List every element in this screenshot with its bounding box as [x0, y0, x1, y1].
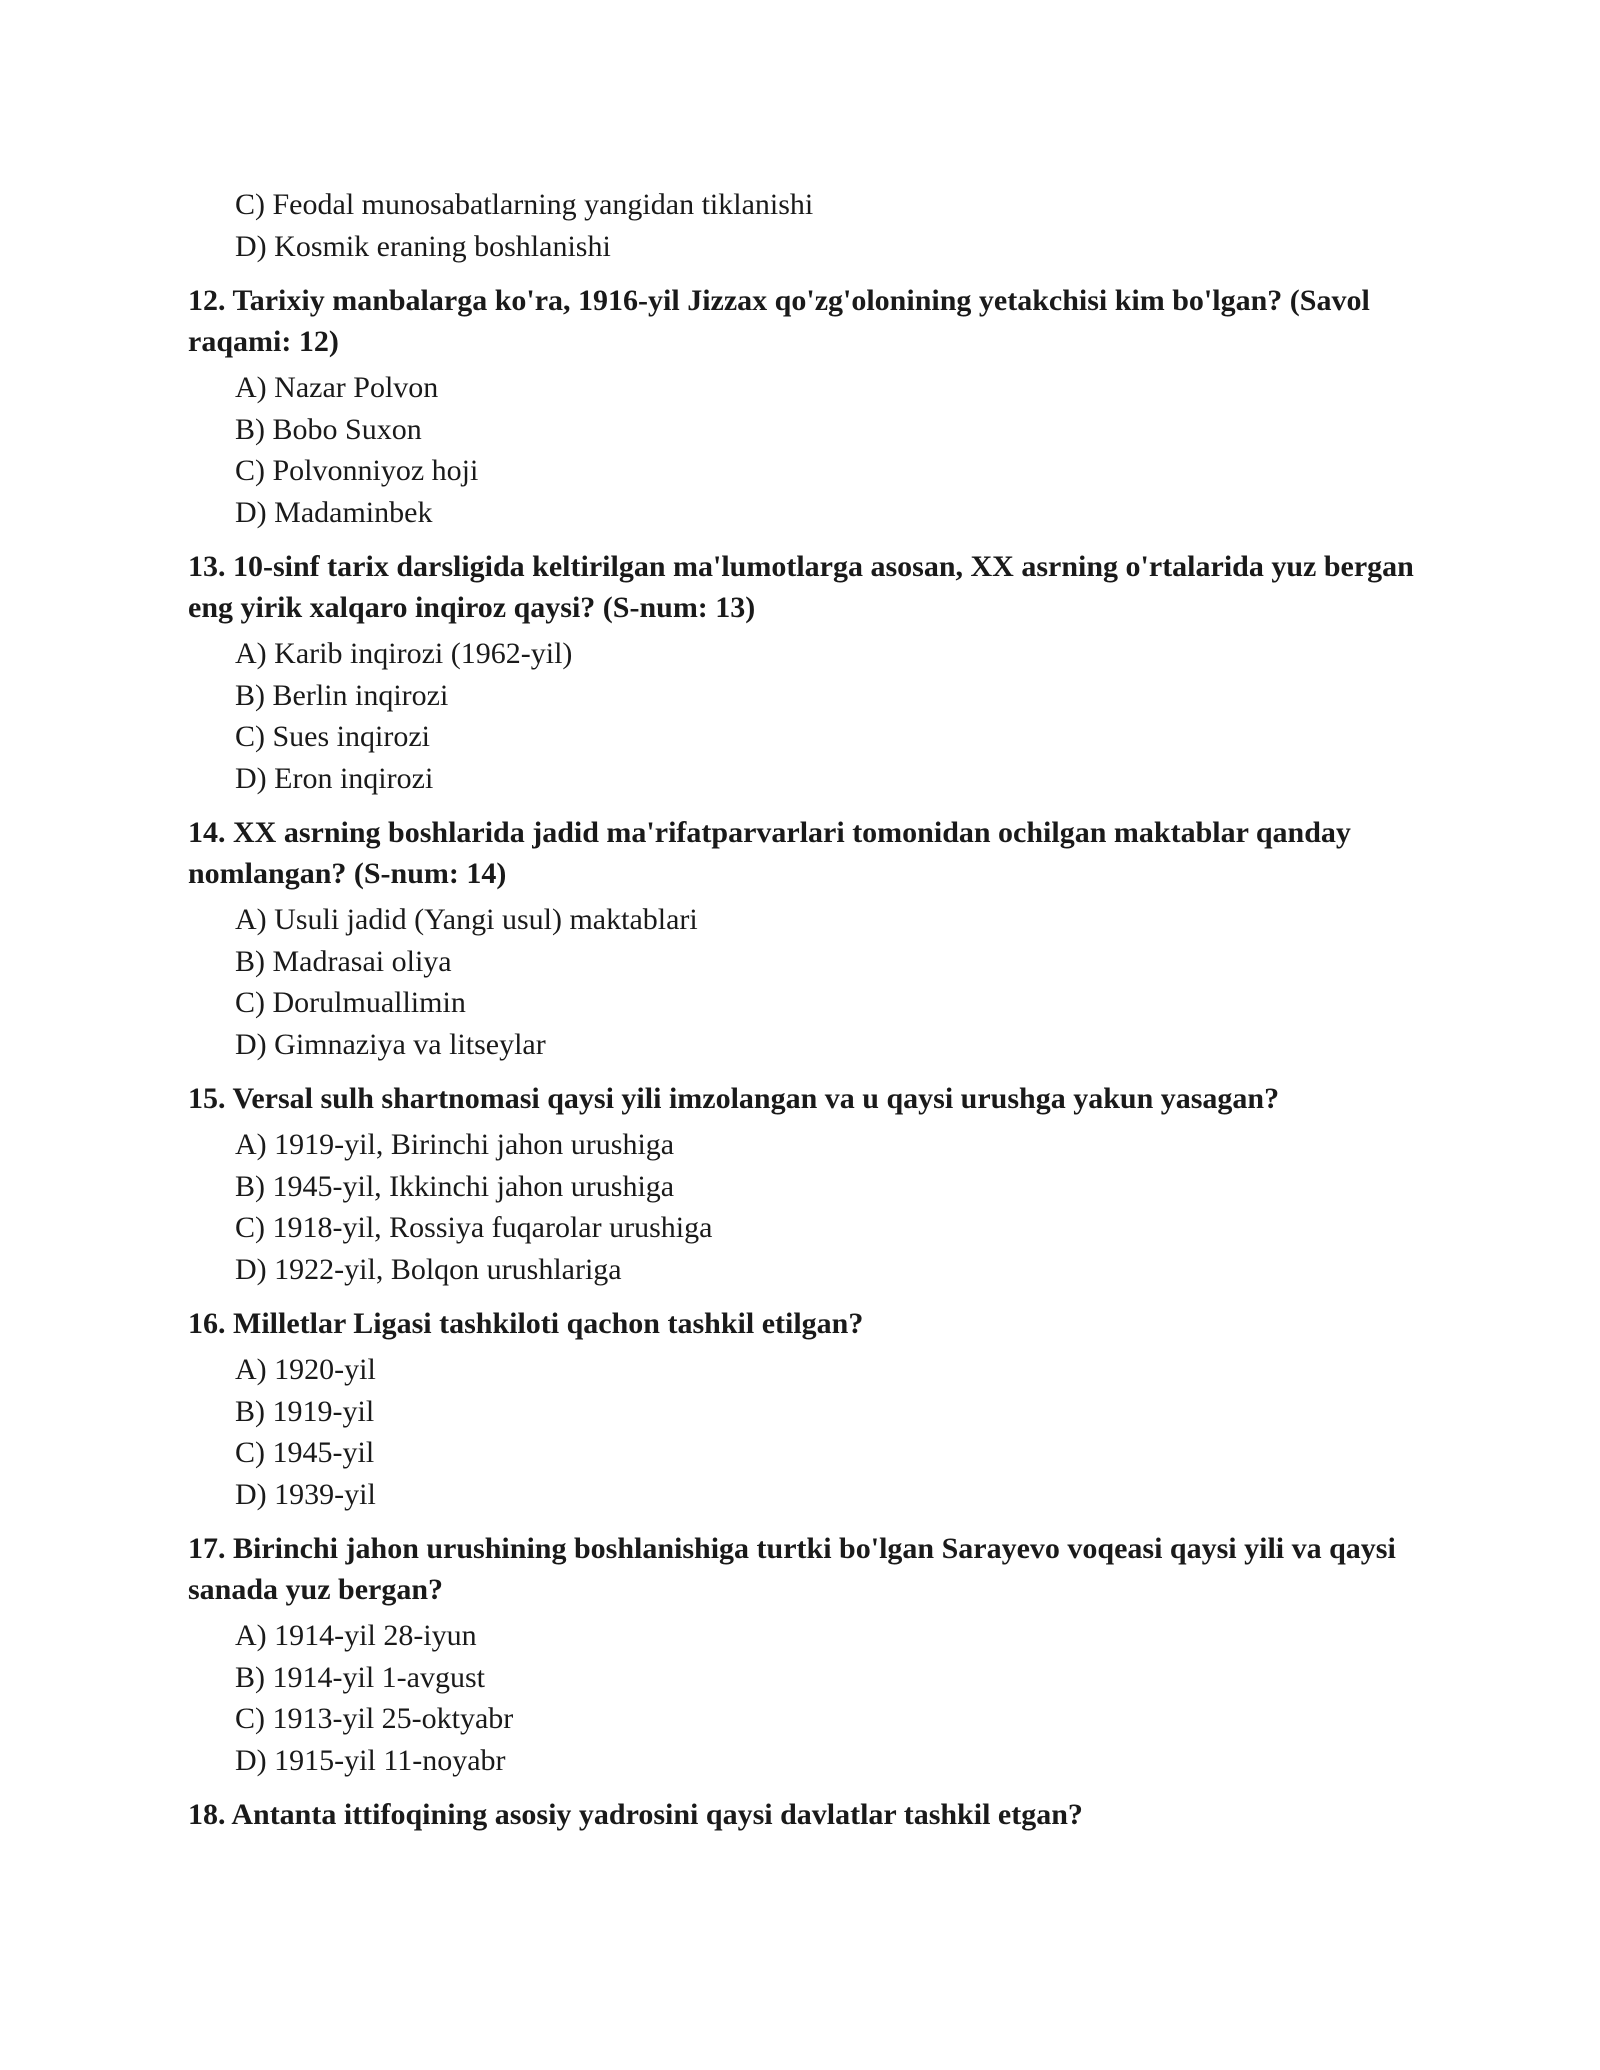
answer-option: D) Kosmik eraning boshlanishi	[235, 229, 611, 263]
answer-option: C) Sues inqirozi	[235, 720, 430, 753]
answer-option: A) 1920-yil	[235, 1353, 376, 1386]
answer-option: B) 1914-yil 1-avgust	[235, 1660, 485, 1694]
question-text: 15. Versal sulh shartnomasi qaysi yili imzolangan va u qaysi urushga yakun yasagan?	[188, 1082, 1280, 1115]
answer-option: B) 1945-yil, Ikkinchi jahon urushiga	[235, 1169, 675, 1203]
answer-option: B) Berlin inqirozi	[235, 678, 449, 712]
question-text: 13. 10-sinf tarix darsligida keltirilgan ma'lumotlarga asosan, XX asrning o'rtalarida yuz bergan eng yirik xalqaro inqiroz qaysi? (S-num: 13)	[188, 550, 1414, 624]
answer-option: C) 1913-yil 25-oktyabr	[235, 1702, 514, 1735]
answer-option: B) 1919-yil	[235, 1394, 375, 1428]
answer-option: A) Usuli jadid (Yangi usul) maktablari	[235, 903, 698, 936]
answer-options	[188, 899, 1418, 1065]
answer-option: C) 1945-yil	[235, 1436, 375, 1469]
answer-options	[188, 1124, 1418, 1290]
answer-option: D) 1939-yil	[235, 1477, 376, 1511]
question-text: 16. Milletlar Ligasi tashkiloti qachon tashkil etilgan?	[188, 1307, 864, 1340]
answer-option: B) Bobo Suxon	[235, 412, 422, 446]
question-text: 14. XX asrning boshlarida jadid ma'rifatparvarlari tomonidan ochilgan maktablar qanday nomlangan? (S-num: 14)	[188, 816, 1351, 890]
question-text: 12. Tarixiy manbalarga ko'ra, 1916-yil Jizzax qo'zg'olonining yetakchisi kim bo'lgan? (Savol raqami: 12)	[188, 284, 1370, 358]
answer-option: C) Dorulmuallimin	[235, 986, 466, 1019]
question-13	[188, 546, 1418, 799]
question-18	[188, 1794, 1418, 1835]
answer-option: A) 1914-yil 28-iyun	[235, 1619, 477, 1652]
question-text: 18. Antanta ittifoqining asosiy yadrosini qaysi davlatlar tashkil etgan?	[188, 1798, 1083, 1831]
answer-option: D) 1915-yil 11-noyabr	[235, 1743, 506, 1777]
answer-options	[188, 633, 1418, 799]
question-15	[188, 1078, 1418, 1290]
answer-option: D) Eron inqirozi	[235, 761, 434, 795]
answer-option: D) Madaminbek	[235, 495, 433, 529]
answer-options	[188, 1349, 1418, 1515]
answer-option: B) Madrasai oliya	[235, 944, 452, 978]
answer-option: A) Karib inqirozi (1962-yil)	[235, 637, 573, 670]
answer-option: A) 1919-yil, Birinchi jahon urushiga	[235, 1128, 675, 1161]
answer-options	[188, 1615, 1418, 1781]
answer-option: D) 1922-yil, Bolqon urushlariga	[235, 1252, 622, 1286]
answer-option: C) Polvonniyoz hoji	[235, 454, 479, 487]
question-text: 17. Birinchi jahon urushining boshlanishiga turtki bo'lgan Sarayevo voqeasi qaysi yili va qaysi sanada yuz bergan?	[188, 1532, 1396, 1606]
answer-option: D) Gimnaziya va litseylar	[235, 1027, 546, 1061]
answer-option: C) 1918-yil, Rossiya fuqarolar urushiga	[235, 1211, 713, 1244]
answer-option: A) Nazar Polvon	[235, 371, 439, 404]
leading-options	[188, 184, 1418, 267]
answer-option: C) Feodal munosabatlarning yangidan tiklanishi	[235, 188, 814, 221]
question-17	[188, 1528, 1418, 1781]
question-14	[188, 812, 1418, 1065]
question-list	[188, 184, 1418, 1840]
answer-options	[188, 367, 1418, 533]
question-16	[188, 1303, 1418, 1515]
question-12	[188, 280, 1418, 533]
